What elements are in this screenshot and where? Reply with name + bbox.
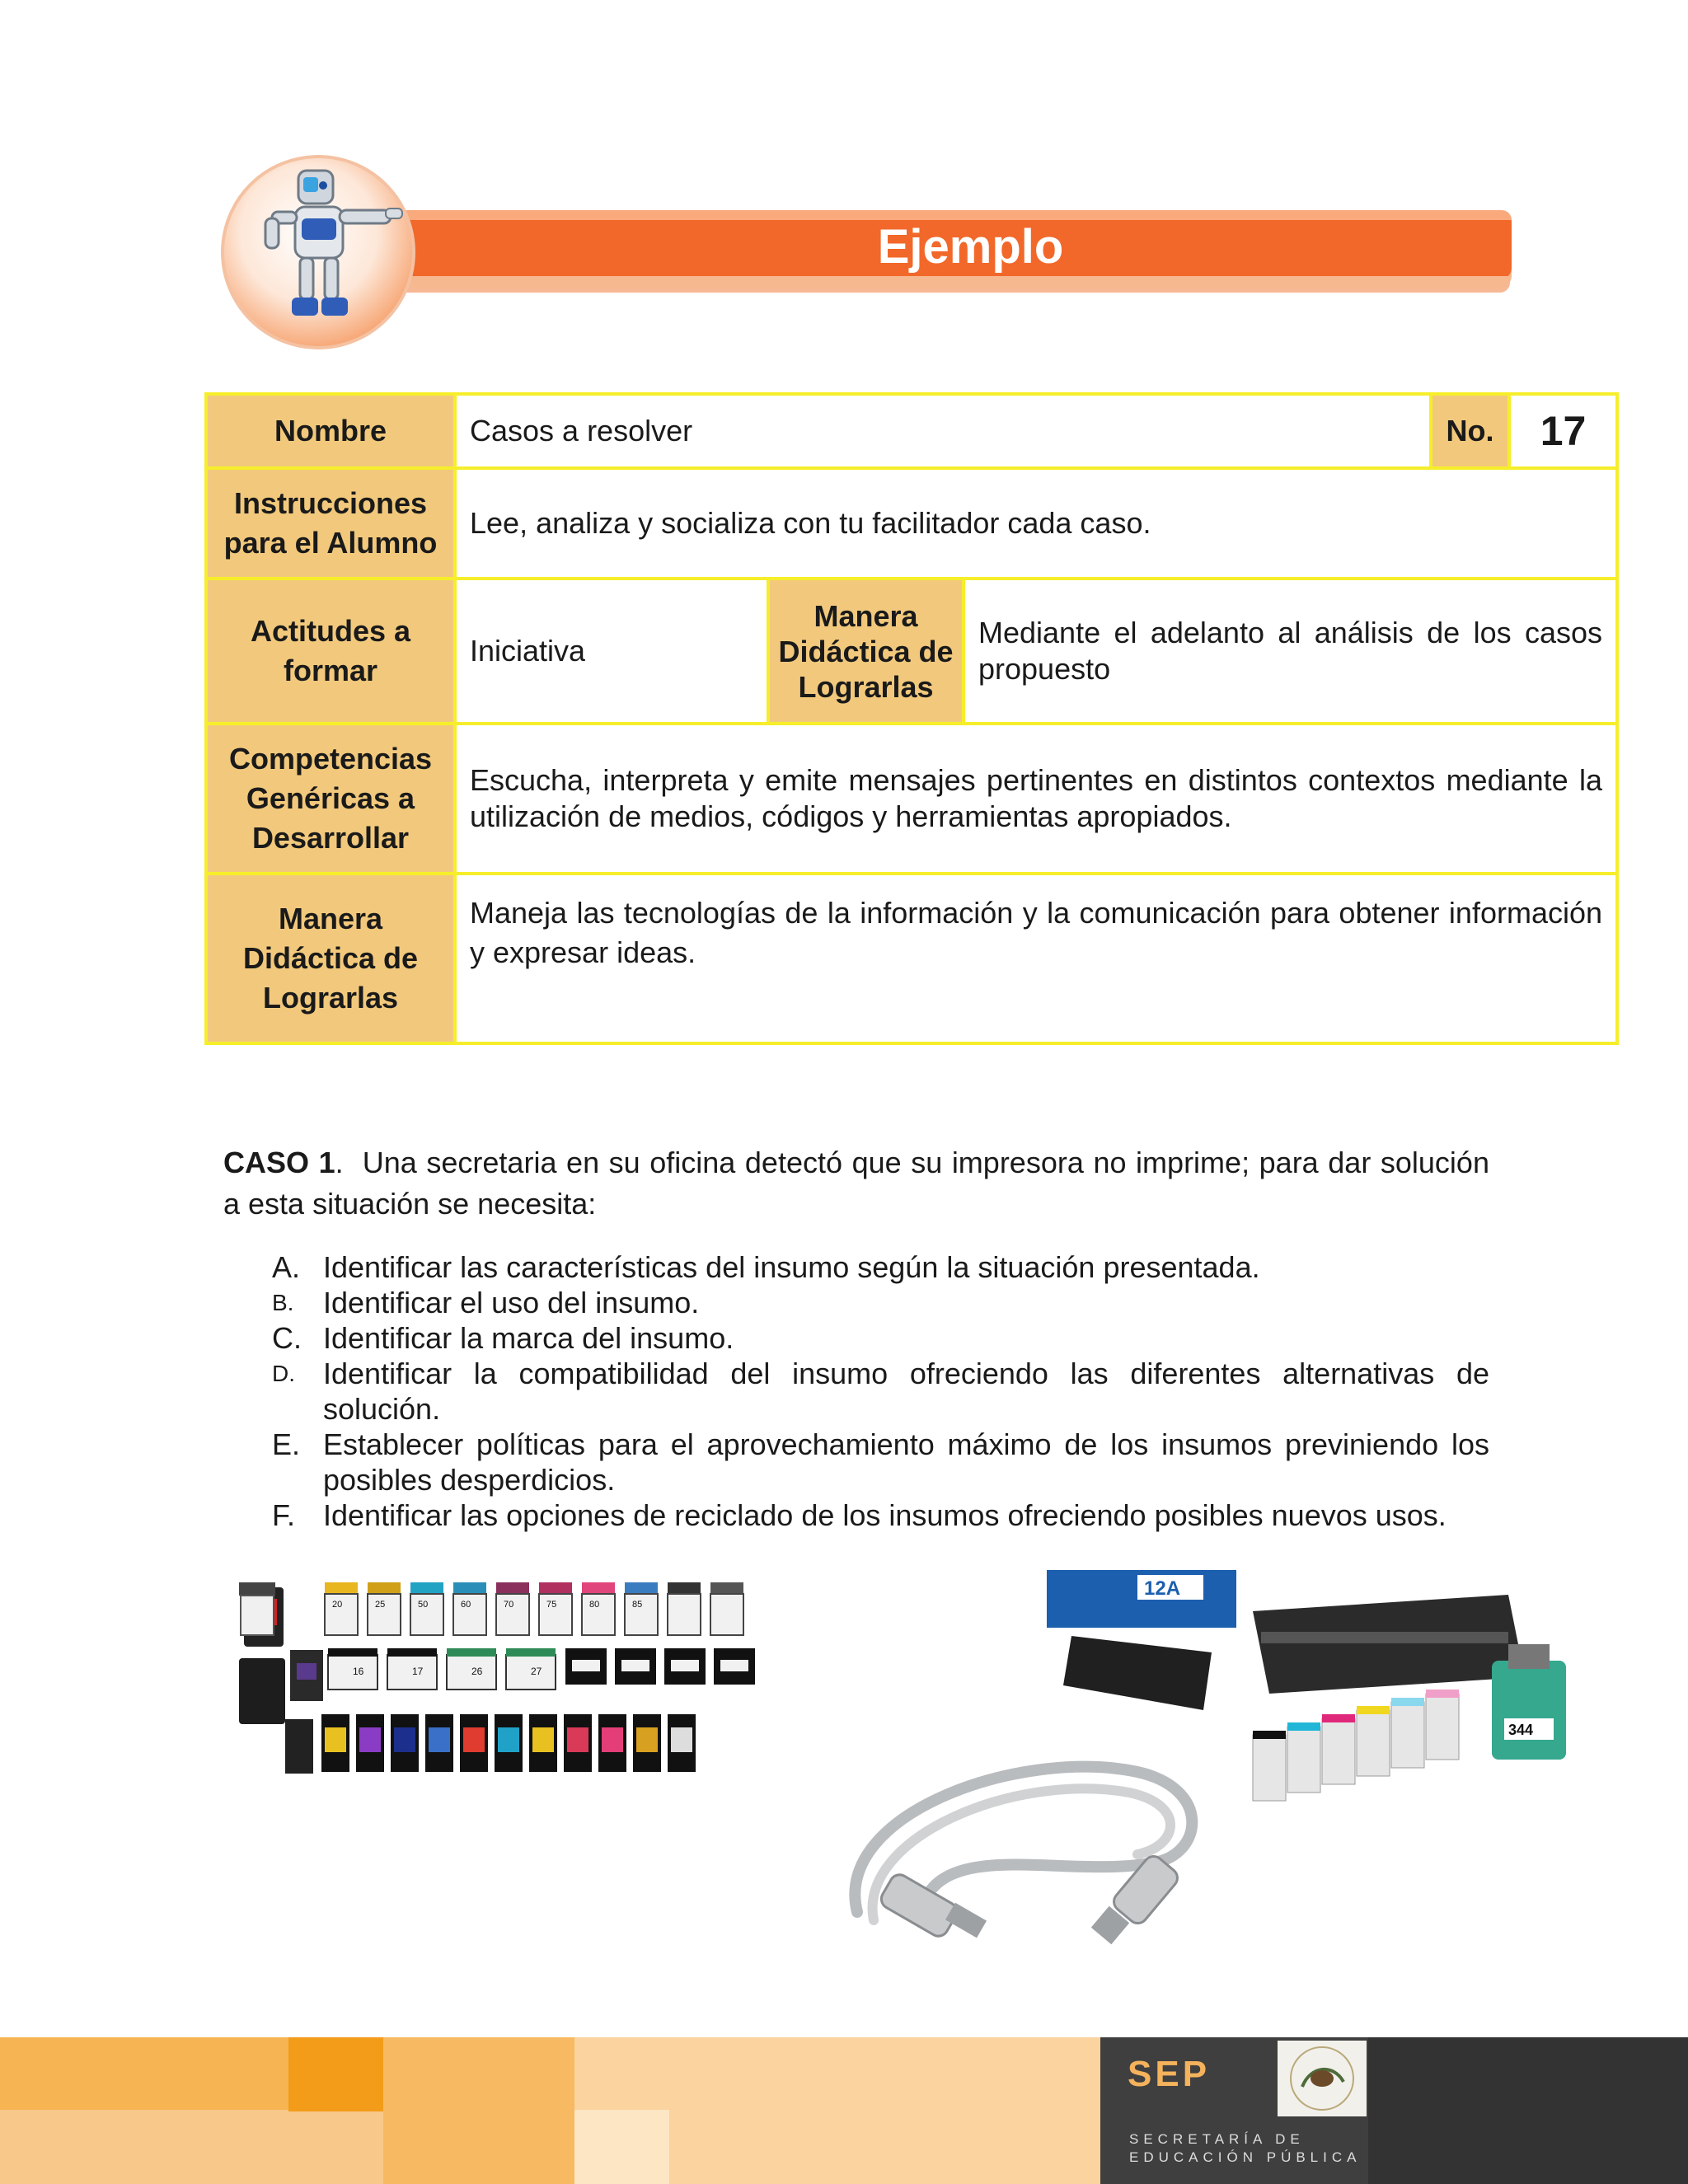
manera-value: Maneja las tecnologías de la información y la comunicación para obtener información y expresar ideas. (455, 874, 1617, 1043)
manera-value-inline: Mediante el adelanto al análisis de los casos propuesto (964, 579, 1617, 724)
list-item-text: Identificar las opciones de reciclado de los insumos ofreciendo posibles nuevos usos. (323, 1498, 1447, 1532)
list-item (272, 1356, 1489, 1427)
cartridge-number: 344 (1508, 1722, 1534, 1738)
cartridge-number: 60 (461, 1600, 471, 1610)
instrucciones-label: Instrucciones para el Alumno (206, 468, 455, 579)
list-item-letter: D. (272, 1361, 295, 1386)
case-intro (223, 1142, 1489, 1225)
footer-band (383, 2037, 574, 2184)
cartridge-number: 27 (531, 1666, 542, 1677)
list-item (272, 1249, 1489, 1285)
footer-dark-panel (1368, 2037, 1688, 2184)
case-title: CASO 1 (223, 1146, 335, 1179)
list-item-letter: F. (272, 1498, 296, 1532)
competencias-label: Competencias Genéricas a Desarrollar (206, 724, 455, 874)
list-item-text: Identificar las características del insumo según la situación presentada. (323, 1250, 1260, 1284)
footer-band (0, 2110, 288, 2184)
manera-label-inline: Manera Didáctica de Lograrlas (768, 579, 964, 724)
list-item-letter: A. (272, 1250, 301, 1284)
actitudes-value: Iniciativa (455, 579, 768, 724)
list-item-letter: E. (272, 1427, 301, 1461)
list-item-letter: C. (272, 1321, 302, 1355)
ink-cartridges-image (239, 1582, 783, 1788)
cartridge-number: 17 (412, 1666, 424, 1677)
instrucciones-value: Lee, analiza y socializa con tu facilitador cada caso. (455, 468, 1617, 579)
cartridge-number: 26 (471, 1666, 483, 1677)
cartridge-row-1 (239, 1582, 284, 1647)
cartridge-number: 85 (632, 1600, 643, 1610)
sep-line-1: SECRETARÍA DE (1129, 2131, 1305, 2147)
actitudes-label: Actitudes a formar (206, 579, 455, 724)
competencias-value: Escucha, interpreta y emite mensajes pertinentes en distintos contextos mediante la utilización de medios, códigos y herramientas apropiados. (455, 724, 1617, 874)
mexico-seal-icon (1278, 2041, 1367, 2116)
manera-label: Manera Didáctica de Lograrlas (206, 874, 455, 1043)
list-item (272, 1285, 1489, 1320)
footer-band (288, 2037, 383, 2111)
list-item (272, 1320, 1489, 1356)
cartridge-number: 70 (504, 1600, 514, 1610)
toner-label: 12A (1144, 1577, 1181, 1600)
nombre-label: Nombre (206, 394, 455, 468)
cartridge-number: 75 (546, 1600, 557, 1610)
list-item-letter: B. (272, 1290, 294, 1315)
nombre-value: Casos a resolver (455, 394, 1431, 468)
sep-logo: SEP (1128, 2054, 1211, 2094)
cartridge-row-3 (285, 1714, 696, 1774)
cartridge-number: 80 (589, 1600, 600, 1610)
case-title-dot: . (335, 1146, 344, 1179)
refill-cartridges (1253, 1690, 1459, 1801)
list-item (272, 1427, 1489, 1497)
cartridge-labels-row-1 (332, 1600, 642, 1610)
list-item (272, 1497, 1489, 1533)
footer-band (288, 2111, 383, 2184)
cartridge-row-2 (239, 1648, 755, 1724)
number-label: No. (1431, 394, 1509, 468)
case-text: Una secretaria en su oficina detectó que su impresora no imprime; para dar solución a esta situación se necesita: (223, 1146, 1489, 1221)
list-item-text: Identificar el uso del insumo. (323, 1286, 700, 1319)
activity-table (204, 392, 1619, 1045)
list-item-text: Establecer políticas para el aprovechamiento máximo de los insumos previniendo los posibles desperdicios. (323, 1427, 1489, 1497)
cartridge-number: 50 (418, 1600, 429, 1610)
case-task-list (272, 1249, 1489, 1533)
number-value: 17 (1509, 394, 1617, 468)
list-item-text: Identificar la marca del insumo. (323, 1321, 734, 1355)
sep-line-2: EDUCACIÓN PÚBLICA (1129, 2149, 1362, 2165)
page-title: Ejemplo (877, 220, 1064, 274)
sep-text (1129, 2130, 1361, 2167)
cartridge-number: 25 (375, 1600, 386, 1610)
cartridge-number: 20 (332, 1600, 343, 1610)
cartridge-row-1-colored (325, 1582, 743, 1635)
footer-band (574, 2110, 669, 2184)
cartridge-number: 16 (353, 1666, 364, 1677)
robot-mascot-icon (247, 161, 404, 334)
list-item-text: Identificar la compatibilidad del insumo ofreciendo las diferentes alternativas de solución. (323, 1357, 1489, 1426)
toner-cartridges-image (1047, 1554, 1574, 1825)
